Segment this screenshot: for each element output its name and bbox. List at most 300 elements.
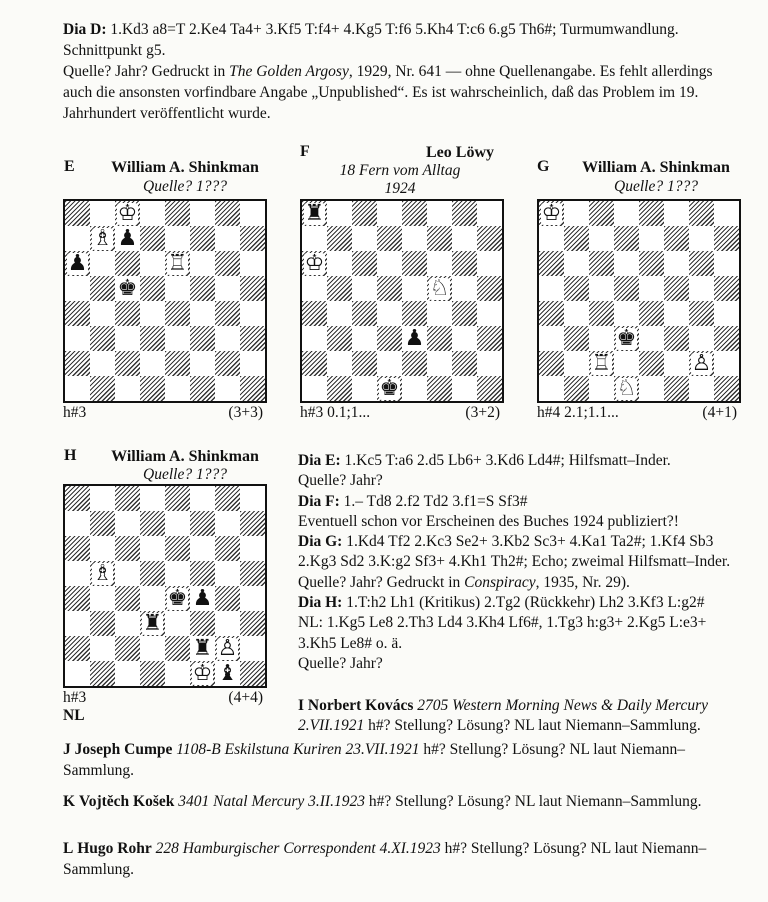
black-rook-icon: ♜: [192, 635, 213, 661]
entry-rest: h#? Stellung? Lösung? NL laut Niemann–Sammlung.: [364, 793, 702, 810]
square-b2: [90, 636, 115, 661]
square-h5: [240, 561, 265, 586]
square-b7: [564, 226, 589, 251]
square-d3: [614, 326, 639, 351]
square-f4: [427, 301, 452, 326]
square-f6: [190, 536, 215, 561]
solution-d-label: Dia D:: [63, 21, 107, 38]
diagram-f-stipulation: h#3 0.1;1...: [300, 404, 371, 421]
solution-label: Dia H:: [298, 594, 343, 612]
square-d8: [140, 486, 165, 511]
black-pawn-icon: ♟: [192, 585, 213, 611]
square-d4: [377, 301, 402, 326]
note-source: Conspiracy: [464, 573, 536, 591]
square-d1: [140, 376, 165, 401]
square-e4: [165, 586, 190, 611]
square-e8: [165, 201, 190, 226]
square-e1: [639, 376, 664, 401]
black-king-icon: ♚: [616, 325, 637, 351]
square-d7: [140, 511, 165, 536]
square-a3: [65, 611, 90, 636]
square-g5: [215, 276, 240, 301]
entry-i: [298, 696, 743, 737]
white-king-icon: ♔: [304, 250, 325, 276]
square-g5: [689, 276, 714, 301]
square-f6: [427, 251, 452, 276]
square-f7: [190, 226, 215, 251]
square-c1: [115, 376, 140, 401]
quelle-rest: , 1929, Nr. 641 — ohne Quellenangabe. Es fehlt allerdings auch die ansonsten vorfindbare Angabe „Unpublished“. Es ist wahrscheinlich, daß das Problem im 19. Jahrhundert veröffentlicht wurde.: [63, 63, 713, 122]
square-g4: [689, 301, 714, 326]
square-a6: [302, 251, 327, 276]
black-king-icon: ♚: [167, 585, 188, 611]
square-b1: [90, 661, 115, 686]
entry-l: [63, 838, 743, 880]
square-c3: [115, 611, 140, 636]
square-b3: [564, 326, 589, 351]
square-a7: [539, 226, 564, 251]
square-c4: [352, 301, 377, 326]
square-h8: [714, 201, 739, 226]
square-a5: [65, 561, 90, 586]
square-d1: [614, 376, 639, 401]
square-c1: [352, 376, 377, 401]
square-h6: [240, 536, 265, 561]
square-e3: [402, 326, 427, 351]
square-f7: [427, 226, 452, 251]
square-f8: [190, 486, 215, 511]
entry-rest: h#? Stellung? Lösung? NL laut Niemann–Sammlung.: [63, 840, 707, 878]
square-d1: [140, 661, 165, 686]
square-g4: [215, 301, 240, 326]
square-h5: [714, 276, 739, 301]
solution-note: NL: 1.Kg5 Le8 2.Th3 Ld4 3.Kh4 Lf6#, 1.Tg3 h:g3+ 2.Kg5 L:e3+ 3.Kh5 Le8# o. ä.: [298, 614, 707, 652]
diagram-h-source: Quelle? 1???: [143, 466, 227, 483]
note-text: , 1935, Nr. 29).: [535, 573, 630, 591]
square-d6: [614, 251, 639, 276]
square-g5: [452, 276, 477, 301]
square-a8: [539, 201, 564, 226]
square-e8: [165, 486, 190, 511]
square-b8: [90, 201, 115, 226]
square-f4: [664, 301, 689, 326]
square-h5: [477, 276, 502, 301]
entry-letter: L: [63, 840, 74, 857]
square-d3: [140, 326, 165, 351]
square-c5: [352, 276, 377, 301]
square-h1: [714, 376, 739, 401]
square-c4: [115, 301, 140, 326]
square-f8: [190, 201, 215, 226]
square-h8: [477, 201, 502, 226]
square-h6: [477, 251, 502, 276]
square-g7: [215, 226, 240, 251]
square-a6: [539, 251, 564, 276]
square-h2: [240, 351, 265, 376]
square-a2: [539, 351, 564, 376]
square-d8: [614, 201, 639, 226]
square-a5: [302, 276, 327, 301]
square-e6: [165, 251, 190, 276]
square-e7: [165, 226, 190, 251]
square-b2: [564, 351, 589, 376]
square-f8: [664, 201, 689, 226]
square-e6: [165, 536, 190, 561]
square-b1: [90, 376, 115, 401]
square-h8: [240, 201, 265, 226]
solution-f: [298, 492, 743, 512]
square-g1: [452, 376, 477, 401]
square-h1: [240, 376, 265, 401]
square-f6: [664, 251, 689, 276]
white-bishop-icon: ♗: [92, 560, 113, 586]
quelle-source: The Golden Argosy: [229, 63, 349, 80]
square-e5: [165, 276, 190, 301]
square-a1: [539, 376, 564, 401]
square-b4: [90, 586, 115, 611]
square-f3: [190, 326, 215, 351]
square-b6: [90, 536, 115, 561]
square-d5: [614, 276, 639, 301]
square-a4: [65, 301, 90, 326]
black-rook-icon: ♜: [142, 610, 163, 636]
square-c8: [115, 201, 140, 226]
square-b7: [90, 511, 115, 536]
square-g3: [452, 326, 477, 351]
square-h5: [240, 276, 265, 301]
square-g6: [689, 251, 714, 276]
white-king-icon: ♔: [117, 200, 138, 226]
square-h8: [240, 486, 265, 511]
square-g2: [215, 636, 240, 661]
square-b3: [90, 611, 115, 636]
solution-text: 1.– Td8 2.f2 Td2 3.f1=S Sf3#: [339, 492, 528, 510]
diagram-letter-g: G: [537, 158, 550, 175]
note-text: Quelle? Jahr? Gedruckt in: [298, 573, 465, 591]
square-h6: [240, 251, 265, 276]
square-c8: [589, 201, 614, 226]
square-c7: [115, 226, 140, 251]
square-e3: [639, 326, 664, 351]
square-c7: [115, 511, 140, 536]
diagram-f-author: Leo Löwy: [426, 144, 494, 161]
square-d6: [140, 536, 165, 561]
square-e4: [402, 301, 427, 326]
square-d7: [140, 226, 165, 251]
square-b1: [327, 376, 352, 401]
square-g3: [215, 326, 240, 351]
square-h7: [240, 226, 265, 251]
square-f1: [664, 376, 689, 401]
square-c5: [589, 276, 614, 301]
square-a1: [65, 376, 90, 401]
square-b5: [90, 561, 115, 586]
square-c2: [115, 351, 140, 376]
square-h7: [477, 226, 502, 251]
black-pawn-icon: ♟: [117, 225, 138, 251]
diagram-g-author: William A. Shinkman: [582, 159, 730, 176]
square-g4: [452, 301, 477, 326]
square-g3: [689, 326, 714, 351]
square-f8: [427, 201, 452, 226]
entry-letter: I: [298, 697, 305, 714]
square-d2: [377, 351, 402, 376]
square-f2: [190, 351, 215, 376]
square-e4: [165, 301, 190, 326]
square-b1: [564, 376, 589, 401]
square-f1: [190, 661, 215, 686]
chessboard-f: [300, 199, 504, 403]
square-a2: [302, 351, 327, 376]
square-f7: [190, 511, 215, 536]
square-f4: [190, 301, 215, 326]
square-a7: [302, 226, 327, 251]
quelle-text: Quelle? Jahr? Gedruckt in: [63, 63, 230, 80]
square-d6: [377, 251, 402, 276]
square-a8: [302, 201, 327, 226]
square-h4: [240, 301, 265, 326]
square-e3: [165, 326, 190, 351]
square-d2: [140, 636, 165, 661]
square-b3: [327, 326, 352, 351]
square-c5: [115, 561, 140, 586]
square-b4: [564, 301, 589, 326]
square-c1: [115, 661, 140, 686]
square-f5: [427, 276, 452, 301]
diagram-g-source: Quelle? 1???: [614, 178, 698, 195]
square-b7: [327, 226, 352, 251]
square-g7: [452, 226, 477, 251]
solution-text: 1.T:h2 Lh1 (Kritikus) 2.Tg2 (Rückkehr) Lh2 3.Kf3 L:g2#: [342, 594, 705, 612]
square-e7: [402, 226, 427, 251]
solution-note: Quelle? Jahr?: [298, 472, 383, 490]
square-b3: [90, 326, 115, 351]
square-e6: [639, 251, 664, 276]
square-f3: [190, 611, 215, 636]
square-d4: [140, 586, 165, 611]
square-d5: [140, 561, 165, 586]
square-a4: [539, 301, 564, 326]
square-d7: [377, 226, 402, 251]
diagram-f-year: 1924: [384, 180, 416, 197]
entry-rest: h#? Stellung? Lösung? NL laut Niemann–Sammlung.: [63, 741, 685, 779]
square-h7: [714, 226, 739, 251]
square-d5: [140, 276, 165, 301]
entry-rest: h#? Stellung? Lösung? NL laut Niemann–Sammlung.: [364, 717, 701, 735]
square-c3: [352, 326, 377, 351]
square-c3: [589, 326, 614, 351]
entry-source: 228 Hamburgischer Correspondent 4.XI.1923: [155, 840, 441, 857]
square-e1: [165, 376, 190, 401]
square-d4: [140, 301, 165, 326]
square-b6: [564, 251, 589, 276]
square-a3: [302, 326, 327, 351]
square-c6: [589, 251, 614, 276]
diagram-letter-e: E: [64, 158, 75, 175]
white-rook-icon: ♖: [167, 250, 188, 276]
diagram-e-count: (3+3): [228, 404, 263, 421]
square-d2: [614, 351, 639, 376]
square-c2: [115, 636, 140, 661]
diagram-f-source: 18 Fern vom Alltag: [339, 162, 461, 179]
square-e2: [165, 351, 190, 376]
solutions-block: [298, 451, 743, 674]
square-g7: [215, 511, 240, 536]
diagram-h-author: William A. Shinkman: [111, 448, 259, 465]
square-c8: [352, 201, 377, 226]
white-knight-icon: ♘: [616, 375, 637, 401]
square-a2: [65, 636, 90, 661]
square-h3: [240, 611, 265, 636]
square-b5: [327, 276, 352, 301]
diagram-letter-f: F: [300, 143, 310, 160]
diagram-f-count: (3+2): [465, 404, 500, 421]
square-a4: [65, 586, 90, 611]
diagram-h-stipulation: h#3: [63, 689, 87, 706]
square-g8: [215, 201, 240, 226]
white-bishop-icon: ♗: [92, 225, 113, 251]
square-f5: [664, 276, 689, 301]
square-e3: [165, 611, 190, 636]
square-c3: [115, 326, 140, 351]
square-d5: [377, 276, 402, 301]
square-b4: [90, 301, 115, 326]
square-d8: [140, 201, 165, 226]
square-b4: [327, 301, 352, 326]
solution-note: [298, 573, 743, 593]
square-g1: [689, 376, 714, 401]
square-b7: [90, 226, 115, 251]
square-d3: [377, 326, 402, 351]
square-e7: [639, 226, 664, 251]
square-f1: [427, 376, 452, 401]
square-g6: [215, 251, 240, 276]
square-b8: [327, 201, 352, 226]
diagram-e-author: William A. Shinkman: [111, 159, 259, 176]
square-e2: [402, 351, 427, 376]
square-f7: [664, 226, 689, 251]
square-e4: [639, 301, 664, 326]
solution-d: [63, 19, 743, 124]
square-f5: [190, 561, 215, 586]
square-a3: [539, 326, 564, 351]
square-h3: [477, 326, 502, 351]
square-h3: [240, 326, 265, 351]
square-e7: [165, 511, 190, 536]
square-h2: [477, 351, 502, 376]
chessboard-h: [63, 484, 267, 688]
white-king-icon: ♔: [541, 200, 562, 226]
square-d8: [377, 201, 402, 226]
square-b5: [564, 276, 589, 301]
square-f3: [427, 326, 452, 351]
square-f3: [664, 326, 689, 351]
square-e8: [402, 201, 427, 226]
square-f5: [190, 276, 215, 301]
entry-source: 1108-B Eskilstuna Kuriren 23.VII.1921: [176, 741, 420, 758]
solution-text: 1.Kd4 Tf2 2.Kc3 Se2+ 3.Kb2 Sc3+ 4.Ka1 Ta2#; 1.Kf4 Sb3 2.Kg3 Sd2 3.K:g2 Sf3+ 4.Kh1 Th2#; Echo; zweimal Hilfsmatt–Inder.: [298, 533, 731, 571]
square-e2: [639, 351, 664, 376]
square-a1: [302, 376, 327, 401]
black-pawn-icon: ♟: [67, 250, 88, 276]
solution-label: Dia E:: [298, 452, 341, 469]
square-g2: [215, 351, 240, 376]
square-a6: [65, 251, 90, 276]
diagram-letter-h: H: [64, 447, 77, 464]
solution-label: Dia F:: [298, 492, 340, 510]
black-rook-icon: ♜: [304, 200, 325, 226]
square-f2: [664, 351, 689, 376]
entry-author: Norbert Kovács: [307, 697, 414, 714]
entry-source: 2705 Western Morning News & Daily Mercury 2.VII.1921: [298, 697, 709, 735]
square-h6: [714, 251, 739, 276]
square-e6: [402, 251, 427, 276]
square-c4: [115, 586, 140, 611]
square-g4: [215, 586, 240, 611]
square-c2: [589, 351, 614, 376]
black-king-icon: ♚: [379, 375, 400, 401]
square-d2: [140, 351, 165, 376]
square-g8: [215, 486, 240, 511]
square-a4: [302, 301, 327, 326]
white-knight-icon: ♘: [429, 275, 450, 301]
diagram-g-stipulation: h#4 2.1;1.1...: [537, 404, 619, 421]
square-f2: [427, 351, 452, 376]
square-c6: [115, 536, 140, 561]
square-d1: [377, 376, 402, 401]
square-h2: [714, 351, 739, 376]
square-b6: [90, 251, 115, 276]
diagram-h-extra: NL: [63, 707, 85, 724]
solution-note: Quelle? Jahr?: [298, 654, 383, 672]
square-b6: [327, 251, 352, 276]
square-b8: [564, 201, 589, 226]
solution-note: Eventuell schon vor Erscheinen des Buches 1924 publiziert?!: [298, 512, 679, 530]
square-e1: [165, 661, 190, 686]
square-g3: [215, 611, 240, 636]
white-king-icon: ♔: [192, 660, 213, 686]
white-rook-icon: ♖: [591, 350, 612, 376]
square-f6: [190, 251, 215, 276]
square-g1: [215, 376, 240, 401]
square-b8: [90, 486, 115, 511]
black-bishop-icon: ♝: [217, 660, 238, 686]
square-c5: [115, 276, 140, 301]
square-h4: [240, 586, 265, 611]
square-a5: [65, 276, 90, 301]
square-h7: [240, 511, 265, 536]
square-e5: [165, 561, 190, 586]
square-a6: [65, 536, 90, 561]
square-e1: [402, 376, 427, 401]
diagram-e-stipulation: h#3: [63, 404, 87, 421]
diagram-g-count: (4+1): [702, 404, 737, 421]
square-h3: [714, 326, 739, 351]
solution-e: [298, 451, 743, 471]
entry-j: [63, 739, 743, 781]
square-g6: [452, 251, 477, 276]
square-b2: [327, 351, 352, 376]
square-h4: [714, 301, 739, 326]
square-h4: [477, 301, 502, 326]
solution-g: [298, 532, 743, 573]
square-a7: [65, 511, 90, 536]
solution-text: 1.Kc5 T:a6 2.d5 Lb6+ 3.Kd6 Ld4#; Hilfsmatt–Inder.: [340, 452, 671, 469]
square-c6: [115, 251, 140, 276]
square-c7: [352, 226, 377, 251]
square-a2: [65, 351, 90, 376]
square-c7: [589, 226, 614, 251]
